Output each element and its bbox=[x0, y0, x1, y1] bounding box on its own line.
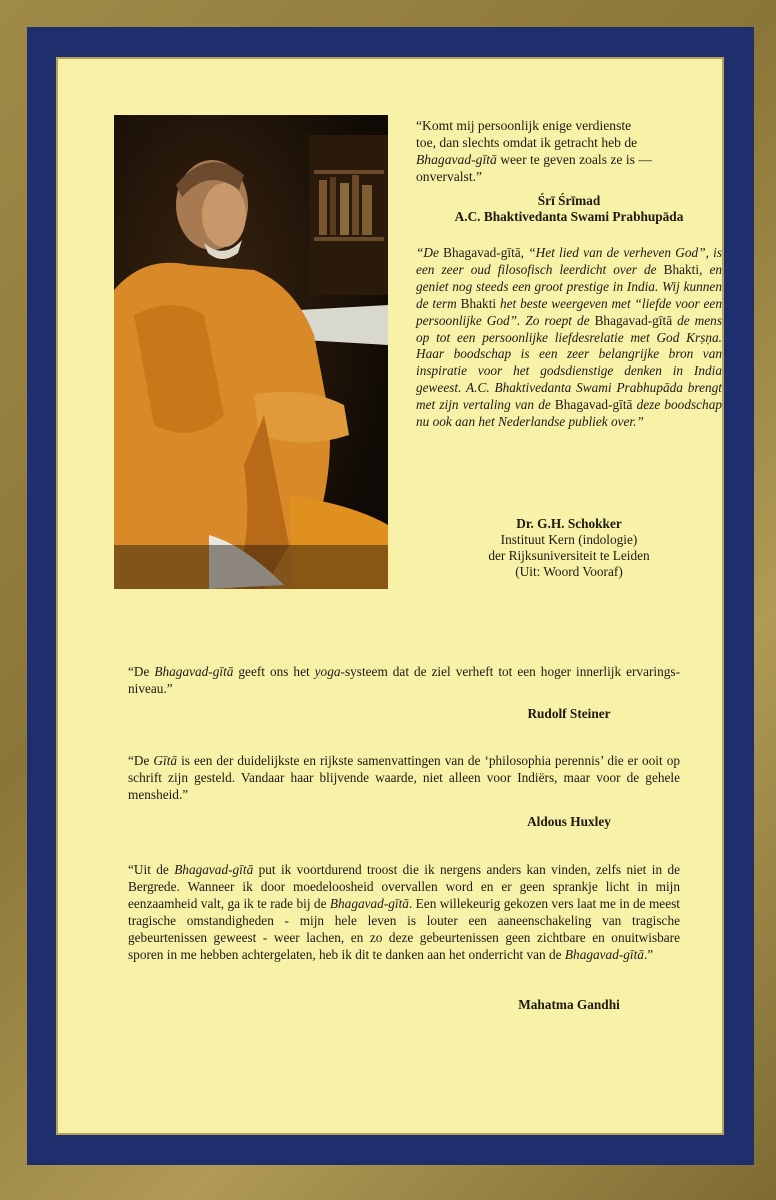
quote3-part: geeft ons het bbox=[233, 664, 315, 679]
quote1-text bbox=[416, 117, 722, 185]
quote2-affiliation-2: der Rijksuniversiteit te Leiden bbox=[488, 548, 650, 563]
quote3-term: yoga bbox=[314, 664, 341, 679]
quote1-book-title: Bhagavad-gītā bbox=[416, 152, 497, 167]
quote3-text bbox=[128, 663, 680, 697]
quote5-author: Mahatma Gandhi bbox=[518, 997, 620, 1012]
quote2-part: het beste weergeven met “liefde voor een persoonlijke God”. Zo roept de bbox=[416, 295, 722, 328]
quote2-term: Bhakti bbox=[663, 261, 700, 277]
quote5-book-title: Bhagavad-gītā bbox=[564, 947, 644, 962]
quote3-part: -systeem dat de ziel verheft tot een hoger innerlijk ervarings-niveau.” bbox=[128, 664, 680, 696]
quote2-source: (Uit: Woord Vooraf) bbox=[515, 564, 623, 579]
quote5-part: put ik voortdurend troost die ik nergens anders kan vinden, zelfs niet in de Bergrede. Wanneer ik door moedeloosheid overvallen word en er geen sprankje licht in mijn eenzaamheid valt, ga ik te rade bij de bbox=[128, 862, 681, 911]
quote5-part: . Een willekeurig gekozen vers laat me in de meest tragische omstandigheden - mijn hele leven is louter een aaneenschakeling van tragische gebeurtenissen geweest - weer lachen, en zo deze gebeurtenissen geen zichtbare en onuitwisbare sporen in me hebben achtergelaten, heb ik dit te danken aan het onderricht van de bbox=[128, 896, 680, 962]
quote4-book-title: Gītā bbox=[153, 753, 178, 768]
quote2-part: , en geniet nog steeds een groot prestige in India. Wij kunnen de term bbox=[416, 261, 722, 311]
quote2-part: de mens op tot een persoonlijke liefdesrelatie met God Krṣṇa. Haar boodschap is een zeer belangrijke bron van inspiratie voor het godsdienstige denken in India geweest. A.C. Bhaktivedanta Swami Prabhupāda brengt met zijn vertaling van de bbox=[416, 312, 723, 413]
quote5-part: “Uit de bbox=[128, 862, 175, 877]
quote4-part: “De bbox=[128, 753, 154, 768]
quote2-affiliation-1: Instituut Kern (indologie) bbox=[500, 532, 638, 547]
quote5-book-title: Bhagavad-gītā bbox=[174, 862, 254, 877]
quote2-author: Dr. G.H. Schokker bbox=[516, 516, 622, 531]
quote1-author-name: A.C. Bhaktivedanta Swami Prabhupāda bbox=[454, 209, 684, 224]
quote1-author-title: Śrī Śrīmad bbox=[537, 193, 601, 208]
cover-panel bbox=[56, 57, 724, 1135]
quote2-book-title: Bhagavad-gītā bbox=[594, 312, 673, 328]
quote5-text bbox=[128, 861, 680, 963]
quote1-line2: toe, dan slechts omdat ik getracht heb de bbox=[416, 135, 638, 150]
quote3-book-title: Bhagavad-gītā bbox=[154, 664, 234, 679]
quote1-line1: “Komt mij persoonlijk enige verdienste bbox=[416, 118, 632, 133]
quote2-book-title: Bhagavad-gītā bbox=[554, 397, 633, 413]
quote2-text bbox=[416, 245, 722, 431]
quote5-part: .” bbox=[643, 947, 654, 962]
quote2-book-title: Bhagavad-gītā, bbox=[443, 245, 529, 260]
quote3-part: “De bbox=[128, 664, 155, 679]
quote5-book-title: Bhagavad-gītā bbox=[329, 896, 409, 911]
quote2-part: “Het lied van de verheven God”, is een zeer oud filosofisch leerdicht over de bbox=[416, 245, 722, 277]
portrait-photo bbox=[114, 115, 388, 589]
quote1-line3: weer te geven zoals ze is — bbox=[496, 152, 652, 167]
quote2-part: “De bbox=[416, 245, 444, 260]
quote4-text bbox=[128, 752, 680, 803]
portrait-illustration bbox=[114, 115, 388, 589]
quote3-author: Rudolf Steiner bbox=[527, 706, 611, 721]
quote1-line4: onvervalst.” bbox=[416, 169, 483, 184]
quote2-part: deze boodschap nu ook aan het Nederlandse publiek over.” bbox=[416, 397, 722, 430]
quote4-part: is een der duidelijkste en rijkste samenvattingen van de ‘philosophia perennis’ die er ooit op schrift zijn gesteld. Vandaar haar blijvende waarde, niet alleen voor Indiërs, maar voor de gehele mensheid.” bbox=[128, 753, 680, 802]
quote2-term: Bhakti bbox=[460, 295, 497, 311]
quote4-author: Aldous Huxley bbox=[527, 814, 611, 829]
